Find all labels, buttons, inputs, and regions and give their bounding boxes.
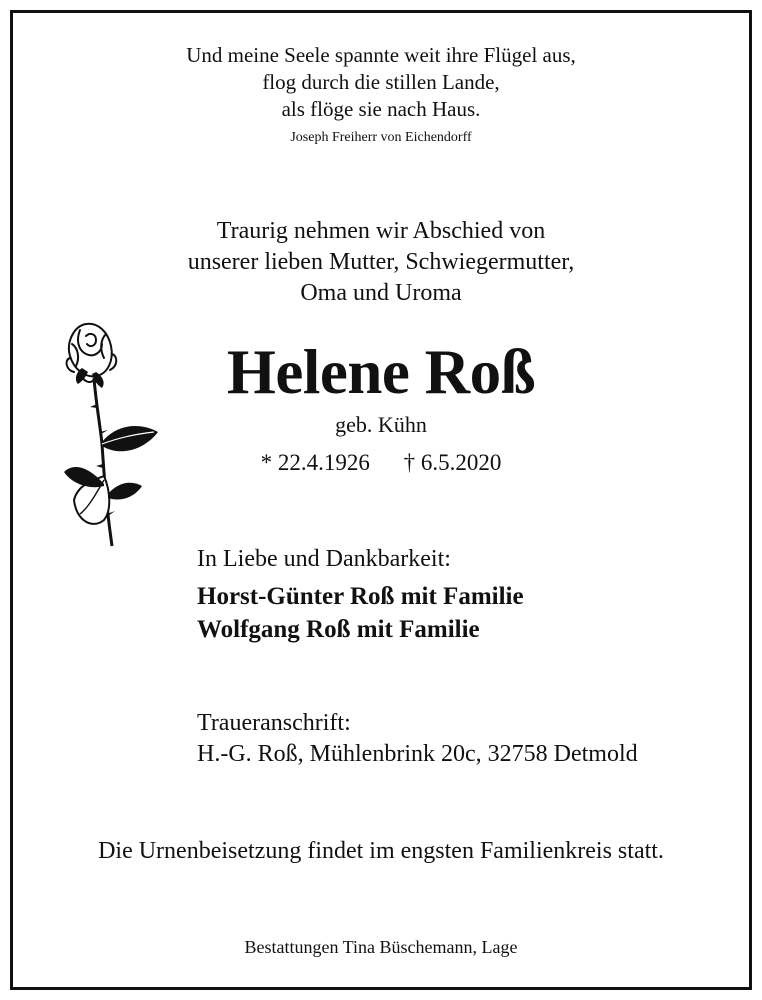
address-label: Traueranschrift:: [197, 710, 351, 736]
burial-notice: Die Urnenbeisetzung findet im engsten Familienkreis statt.: [98, 838, 664, 864]
mourning-address: H.-G. Roß, Mühlenbrink 20c, 32758 Detmold: [197, 741, 638, 767]
mourner-family: Horst-Günter Roß mit Familie: [197, 583, 524, 610]
birth-date: * 22.4.1926: [260, 450, 370, 475]
intro-text: [0, 216, 762, 309]
death-date: † 6.5.2020: [403, 450, 502, 475]
intro-line: Oma und Uroma: [300, 280, 462, 306]
maiden-name: geb. Kühn: [335, 412, 427, 437]
quote-author: Joseph Freiherr von Eichendorff: [290, 130, 472, 145]
undertaker: Bestattungen Tina Büschemann, Lage: [244, 937, 518, 957]
quote-line: Und meine Seele spannte weit ihre Flügel aus,: [186, 43, 576, 67]
intro-line: Traurig nehmen wir Abschied von: [216, 218, 546, 244]
intro-line: unserer lieben Mutter, Schwiegermutter,: [187, 249, 575, 275]
mourners-heading: In Liebe und Dankbarkeit:: [197, 546, 451, 572]
mourner-family: Wolfgang Roß mit Familie: [197, 616, 480, 643]
mourners-list: [197, 580, 524, 646]
deceased-name: Helene Roß: [226, 337, 536, 407]
poem-quote: [0, 42, 762, 123]
life-dates: [0, 450, 762, 476]
quote-line: als flöge sie nach Haus.: [281, 97, 481, 121]
quote-line: flog durch die stillen Lande,: [262, 70, 500, 94]
